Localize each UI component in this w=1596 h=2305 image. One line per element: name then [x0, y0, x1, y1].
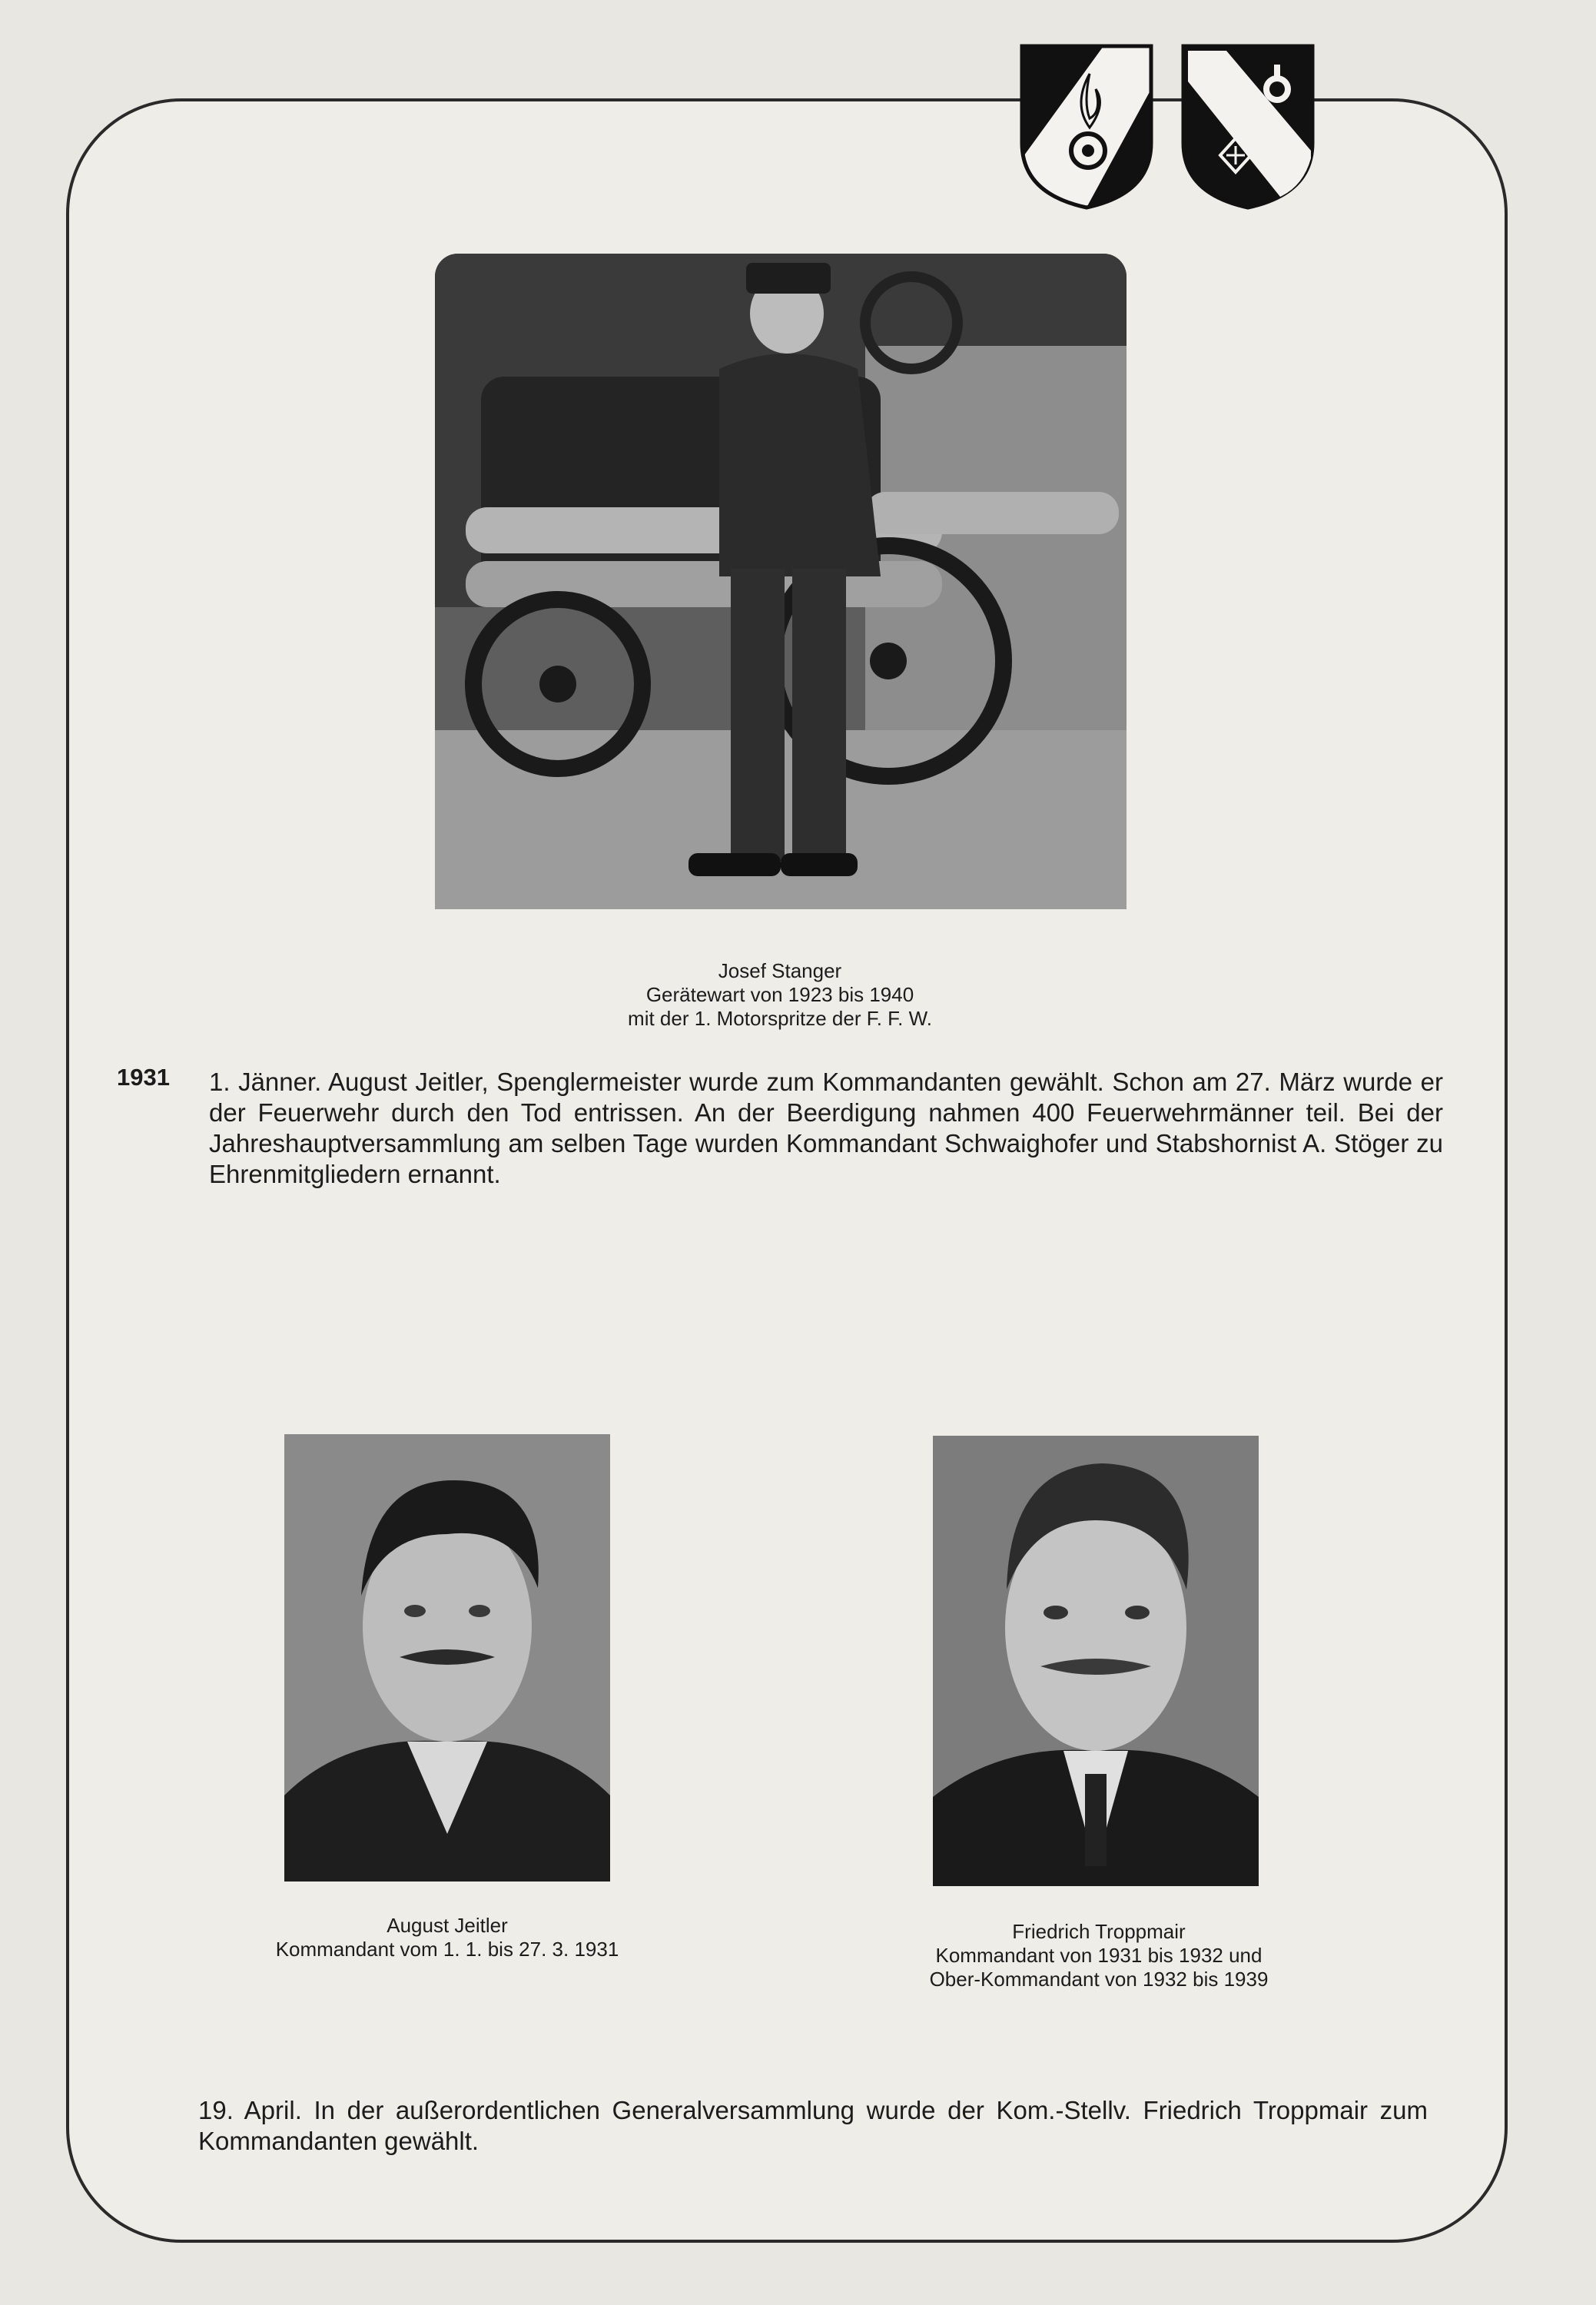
entry-1931-paragraph: 1. Jänner. August Jeitler, Spenglermeister wurde zum Kommandanten gewählt. Schon am 27. März wurde er der Feuerwehr durch den Tod entrissen. An der Beerdigung nahmen 400 Feuerwehrmänner teil. Bei der Jahreshauptversammlung am selben Tage wurden Kommandant Schwaighofer und Stabshornist A. Stöger zu Ehrenmitgliedern ernannt. — [209, 1068, 1443, 1188]
fire-brigade-crest-icon — [1019, 43, 1154, 211]
photo-josef-stanger — [435, 254, 1126, 909]
photo-august-jeitler — [284, 1434, 610, 1882]
caption-josef-stanger — [530, 959, 1030, 1031]
fire-engine-photo-illustration — [435, 254, 1126, 909]
caption-line-detail: Ober-Kommandant von 1932 bis 1939 — [929, 1968, 1269, 1991]
caption-line-role: Kommandant vom 1. 1. bis 27. 3. 1931 — [275, 1938, 619, 1961]
entry-year: 1931 — [117, 1064, 170, 1091]
entry-april-paragraph: 19. April. In der außerordentlichen Generalversammlung wurde der Kom.-Stellv. Friedrich Troppmair zum Kommandanten gewählt. — [198, 2096, 1428, 2155]
caption-line-role: Gerätewart von 1923 bis 1940 — [645, 983, 914, 1006]
portrait-illustration — [284, 1434, 610, 1882]
caption-line-name: August Jeitler — [387, 1914, 508, 1937]
caption-line-detail: mit der 1. Motorspritze der F. F. W. — [628, 1007, 932, 1030]
caption-line-name: Josef Stanger — [718, 959, 842, 982]
caption-friedrich-troppmair — [853, 1920, 1345, 1991]
caption-august-jeitler — [217, 1914, 678, 1961]
coat-of-arms-group — [1019, 43, 1316, 211]
portrait-illustration — [933, 1436, 1259, 1886]
caption-line-name: Friedrich Troppmair — [1012, 1920, 1186, 1943]
photo-friedrich-troppmair — [933, 1436, 1259, 1886]
caption-line-role: Kommandant von 1931 bis 1932 und — [935, 1944, 1263, 1967]
municipal-crest-icon — [1180, 43, 1316, 211]
